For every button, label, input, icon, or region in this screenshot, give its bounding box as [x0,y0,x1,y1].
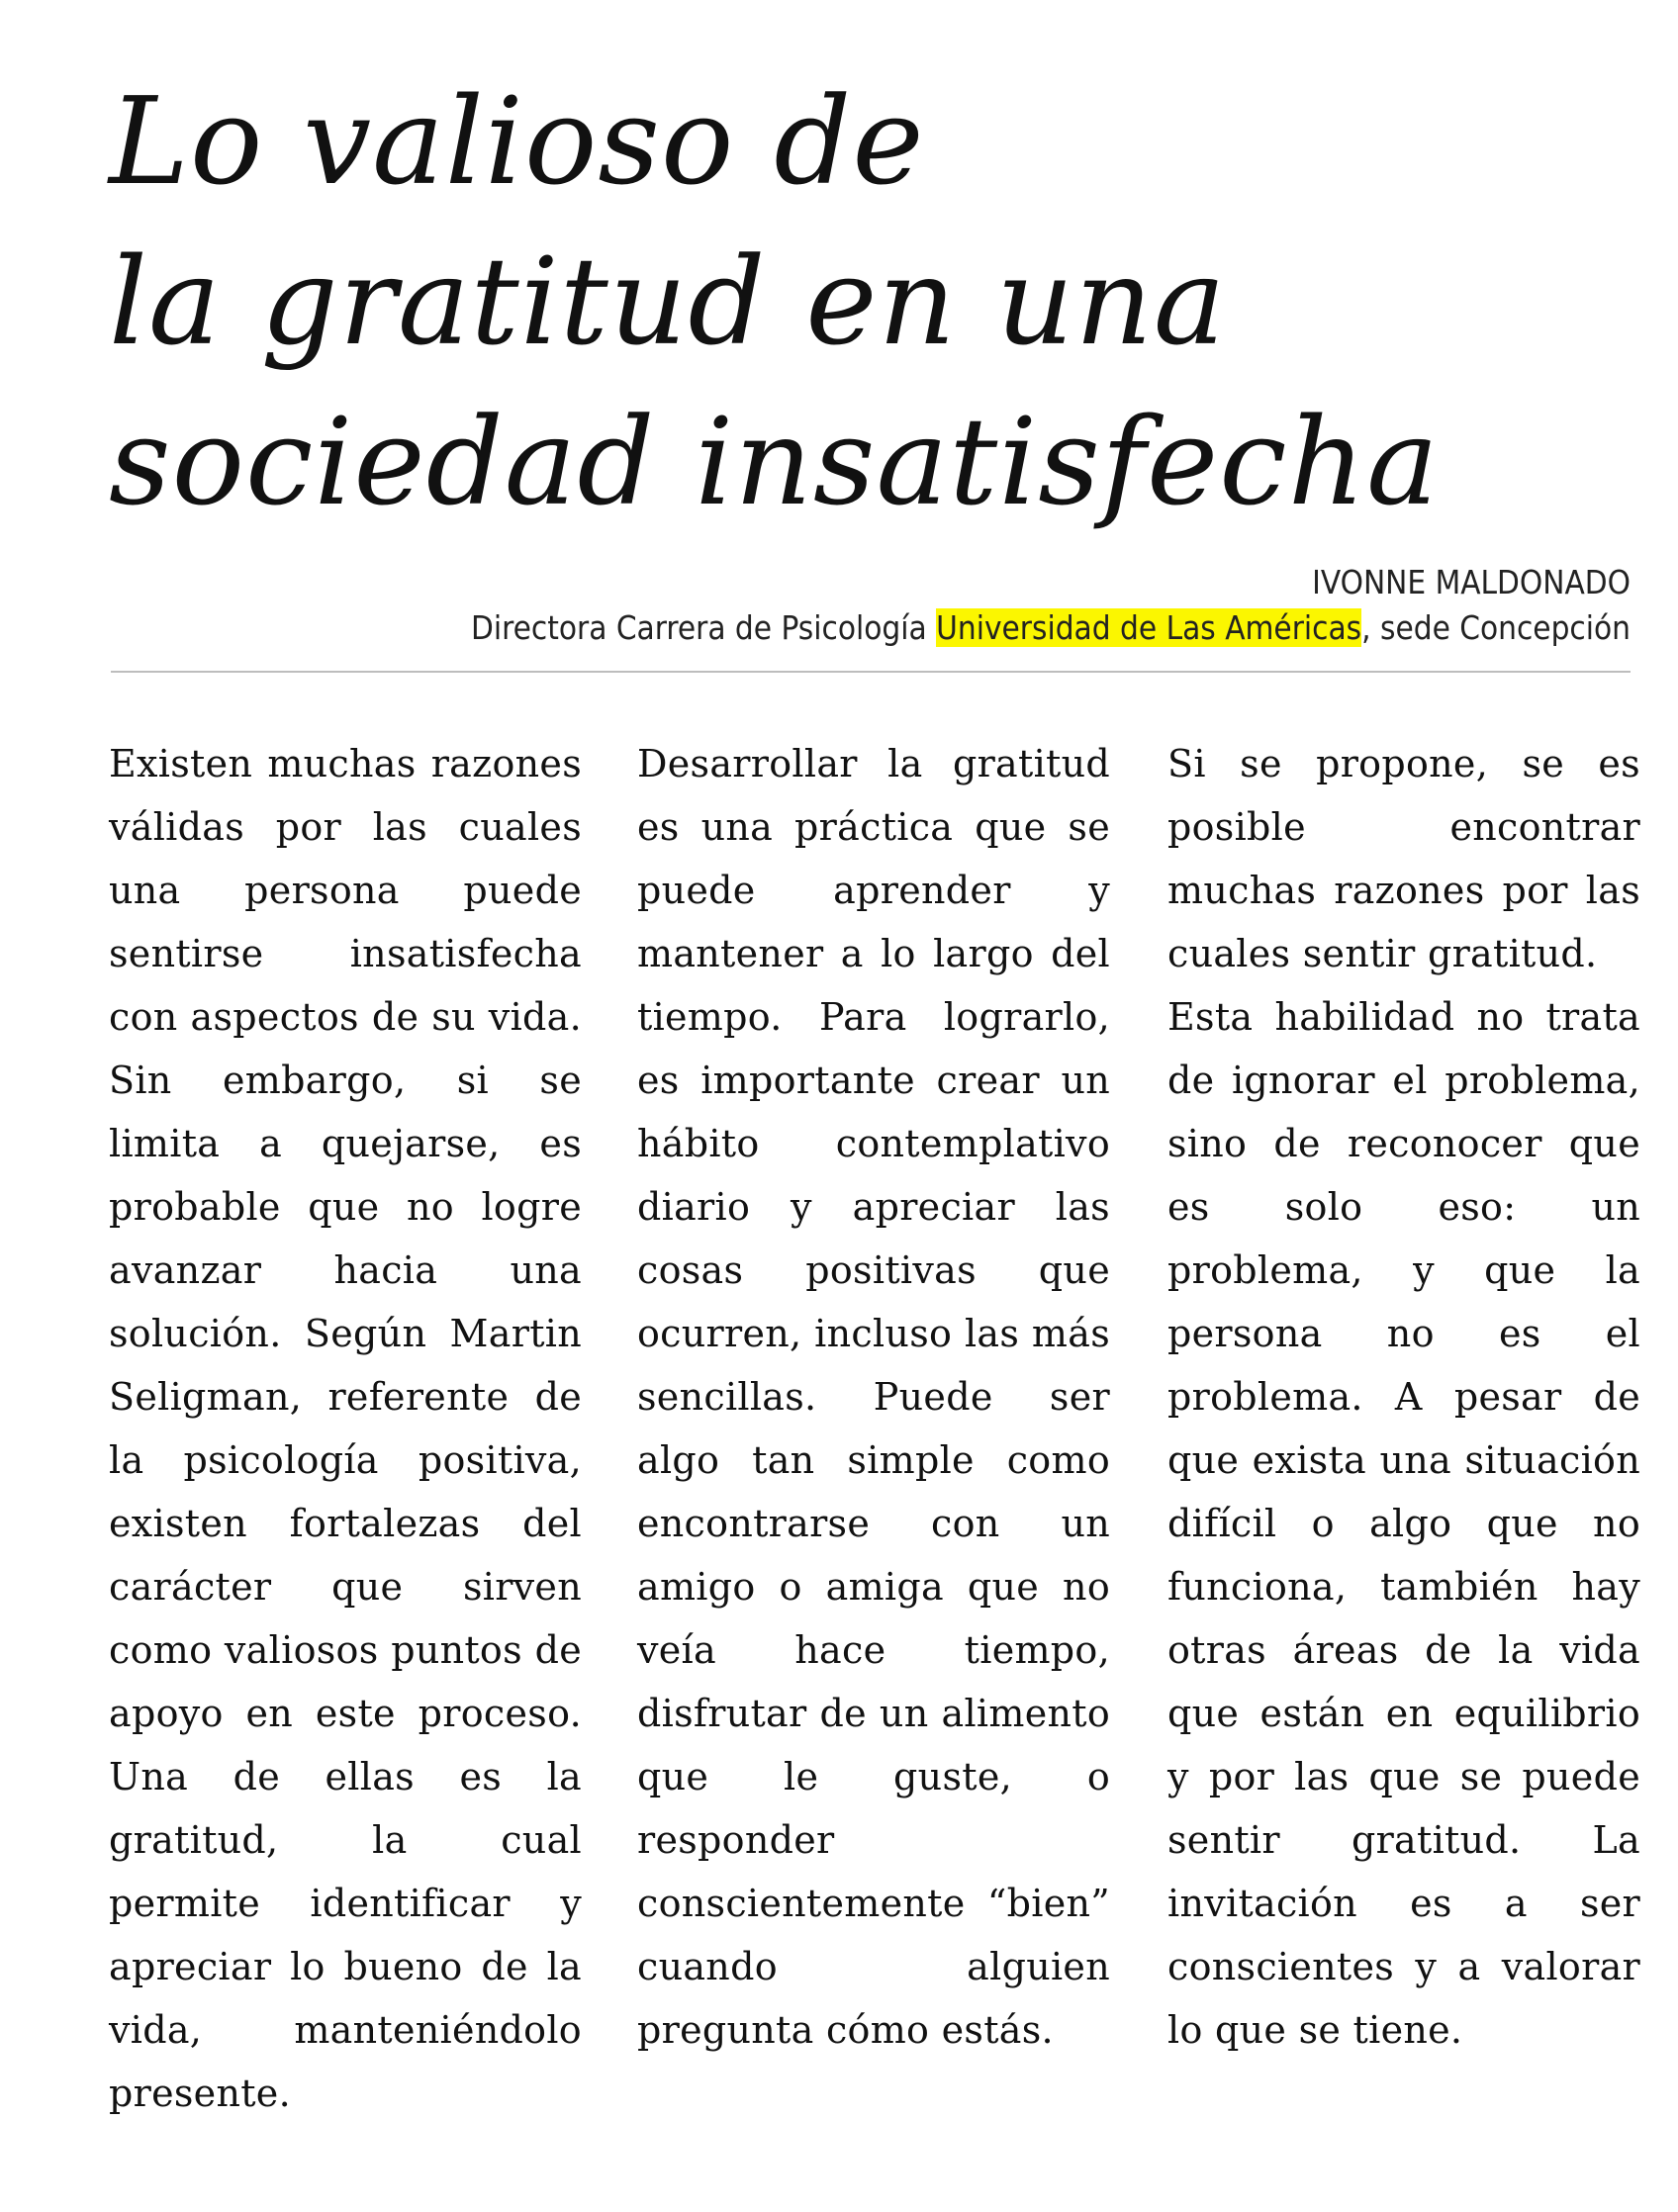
article-title [109,61,1543,542]
column-2 [637,732,1110,2062]
title-line-3: sociedad insatisfecha [109,392,1440,532]
author-name: IVONNE MALDONADO [1312,563,1631,601]
column-1 [109,732,582,2125]
column-2-paragraph-1: Desarrollar la gratitud es una práctica que se puede aprender y mantener a lo largo del tiempo. Para lograrlo, es importante crear un hábito contemplativo diario y apreciar las cosas positivas que ocurren, incluso las más sencillas. Puede ser algo tan simple como encontrarse con un amigo o amiga que no veía hace tiempo, disfrutar de un alimento que le guste, o responder conscientemente “bien” cuando alguien pregunta cómo estás. [637,742,1110,2052]
column-1-paragraph-1: Existen muchas razones válidas por las cuales una persona puede sentirse insatisfecha con aspectos de su vida. Sin embargo, si se limita a quejarse, es probable que no logre avanzar hacia una solución. Según Martin Seligman, referente de la psicología positiva, existen fortalezas del carácter que sirven como valiosos puntos de apoyo en este proceso. Una de ellas es la gratitud, la cual permite identificar y apreciar lo bueno de la vida, manteniéndolo presente. [109,742,582,2115]
column-3-paragraph-2: Esta habilidad no trata de ignorar el problema, sino de reconocer que es solo eso: un problema, y que la persona no es el problema. A pesar de que exista una situación difícil o algo que no funciona, también hay otras áreas de la vida que están en equilibrio y por las que se puede sentir gratitud. La invitación es a ser conscientes y a valorar lo que se tiene. [1167,995,1640,2052]
title-line-2: la gratitud en una [109,231,1227,372]
role-suffix: , sede Concepción [1361,608,1631,647]
role-prefix: Directora Carrera de Psicología [471,608,937,647]
byline [471,560,1631,651]
column-3 [1167,732,1640,2062]
column-3-paragraph-1: Si se propone, se es posible encontrar muchas razones por las cuales sentir gratitud. [1167,742,1640,975]
title-line-1: Lo valioso de [109,71,925,212]
byline-divider [111,671,1631,673]
institution-highlight: Universidad de Las Américas [936,608,1362,647]
author-role [471,605,1631,651]
